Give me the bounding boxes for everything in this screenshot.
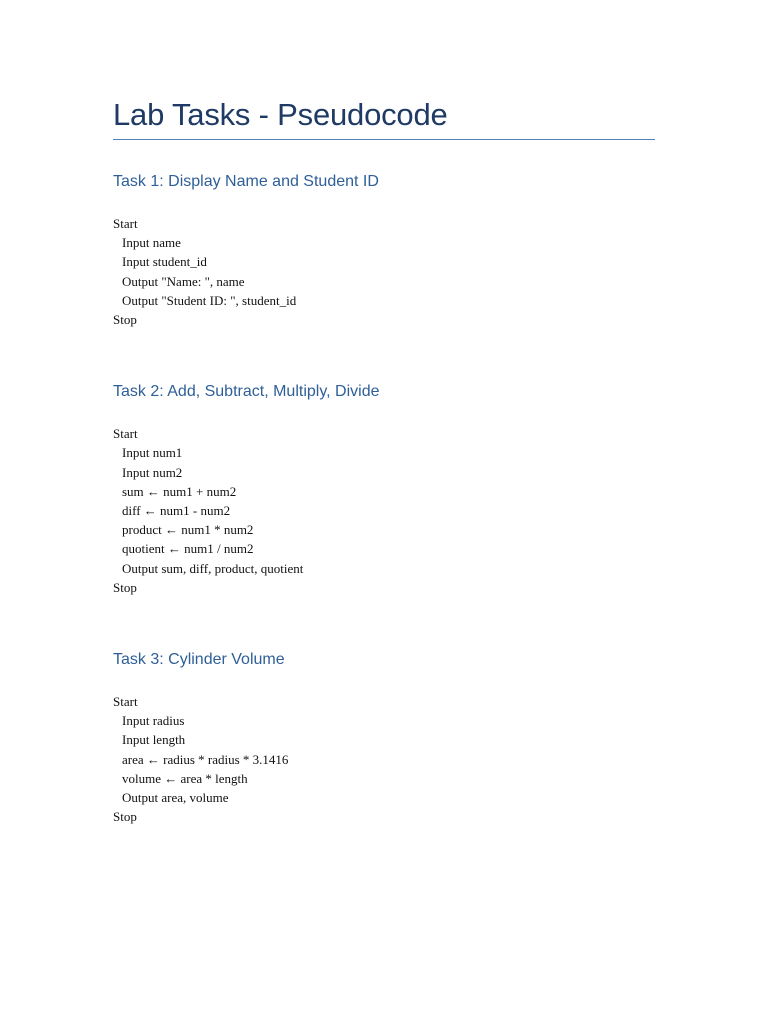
task-1-heading: Task 1: Display Name and Student ID — [113, 173, 379, 190]
pseudocode-step: sum ← num1 + num2 — [122, 483, 237, 499]
pseudocode-step: product ← num1 * num2 — [122, 522, 254, 538]
pseudocode-start: Start — [113, 694, 138, 710]
document-title: Lab Tasks - Pseudocode — [113, 96, 655, 140]
pseudocode-start: Start — [113, 216, 138, 231]
pseudocode-step: Input num2 — [122, 464, 183, 480]
pseudocode-step: diff ← num1 - num2 — [122, 503, 231, 519]
document-page — [113, 96, 655, 826]
task-1-pseudocode — [113, 214, 655, 329]
task-2-section — [113, 382, 655, 597]
task-3-heading: Task 3: Cylinder Volume — [113, 651, 285, 669]
pseudocode-step: Input num1 — [122, 445, 183, 461]
task-1-section — [113, 172, 655, 329]
task-2-heading: Task 2: Add, Subtract, Multiply, Divide — [113, 383, 380, 401]
pseudocode-step: quotient ← num1 / num2 — [122, 541, 254, 557]
pseudocode-step: Output sum, diff, product, quotient — [122, 560, 304, 576]
task-3-pseudocode — [113, 692, 655, 826]
pseudocode-step: Output "Name: ", name — [122, 273, 245, 289]
pseudocode-step: volume ← area * length — [122, 770, 248, 786]
pseudocode-step: Output area, volume — [122, 790, 229, 806]
pseudocode-step: Input length — [122, 732, 186, 748]
pseudocode-step: Input name — [122, 235, 181, 251]
pseudocode-step: Output "Student ID: ", student_id — [122, 292, 297, 308]
pseudocode-stop: Stop — [113, 579, 137, 595]
pseudocode-step: area ← radius * radius * 3.1416 — [122, 751, 289, 767]
task-3-section — [113, 650, 655, 826]
pseudocode-stop: Stop — [113, 312, 137, 328]
pseudocode-step: Input student_id — [122, 254, 207, 270]
pseudocode-step: Input radius — [122, 713, 185, 729]
task-2-pseudocode — [113, 424, 655, 597]
pseudocode-stop: Stop — [113, 809, 137, 825]
pseudocode-start: Start — [113, 426, 138, 442]
